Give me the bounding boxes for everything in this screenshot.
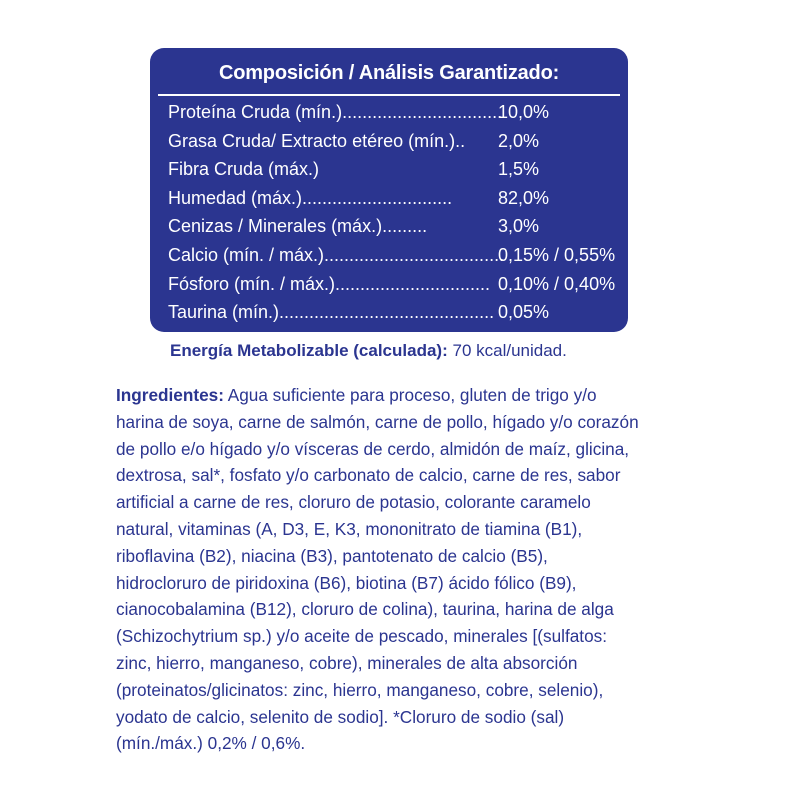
row-label: Fósforo (mín. / máx.) bbox=[168, 273, 336, 294]
row-value: 1,5% bbox=[498, 159, 540, 180]
row-dots: ................................ bbox=[342, 102, 503, 122]
row-value: 3,0% bbox=[498, 216, 540, 237]
row-label: Fibra Cruda (máx.) bbox=[168, 159, 320, 180]
row-value: 2,0% bbox=[498, 130, 540, 151]
analysis-row bbox=[168, 274, 620, 303]
row-label: Taurina (mín.) bbox=[168, 302, 280, 323]
analysis-row bbox=[168, 188, 620, 217]
analysis-row bbox=[168, 216, 620, 245]
row-label: Cenizas / Minerales (máx.) bbox=[168, 216, 383, 237]
ingredients-line: hidrocloruro de piridoxina (B6), biotina (B7) ácido fólico (B9), bbox=[116, 572, 577, 593]
analysis-rows bbox=[168, 102, 620, 331]
ingredients-line: riboflavina (B2), niacina (B3), pantotenato de calcio (B5), bbox=[116, 545, 548, 566]
ingredients-line: natural, vitaminas (A, D3, E, K3, mononitrato de tiamina (B1), bbox=[116, 518, 583, 539]
ingredients-line bbox=[116, 382, 696, 409]
row-value: 0,10% / 0,40% bbox=[498, 273, 616, 294]
analysis-row bbox=[168, 102, 620, 131]
analysis-panel bbox=[150, 48, 628, 332]
ingredients-line: zinc, hierro, manganeso, cobre), minerales de alta absorción bbox=[116, 652, 578, 673]
ingredients-line: (mín./máx.) 0,2% / 0,6%. bbox=[116, 733, 306, 754]
ingredients-line: (Schizochytrium sp.) y/o aceite de pescado, minerales [(sulfatos: bbox=[116, 626, 608, 647]
row-dots: .............................. bbox=[302, 187, 453, 208]
ingredients-text: Agua suficiente para proceso, gluten de trigo y/o bbox=[227, 385, 597, 405]
row-value: 82,0% bbox=[498, 187, 550, 208]
row-dots: ........................................... bbox=[279, 302, 495, 323]
analysis-row bbox=[168, 131, 620, 160]
row-label: Proteína Cruda (mín.) bbox=[168, 102, 343, 122]
ingredients-line: harina de soya, carne de salmón, carne de pollo, hígado y/o corazón bbox=[116, 411, 639, 432]
row-value: 0,05% bbox=[498, 302, 550, 323]
row-dots: .................................... bbox=[324, 244, 505, 265]
ingredients-line: cianocobalamina (B12), cloruro de colina), taurina, harina de alga bbox=[116, 599, 614, 620]
energy-value: 70 kcal/unidad. bbox=[452, 341, 567, 360]
ingredients-line: de pollo e/o hígado y/o vísceras de cerdo, almidón de maíz, glicina, bbox=[116, 438, 630, 459]
ingredients-line: dextrosa, sal*, fosfato y/o carbonato de calcio, carne de res, sabor bbox=[116, 465, 621, 486]
row-label: Humedad (máx.) bbox=[168, 187, 303, 208]
analysis-row bbox=[168, 159, 620, 188]
energy-label: Energía Metabolizable (calculada): bbox=[170, 341, 448, 360]
row-value: 0,15% / 0,55% bbox=[498, 244, 616, 265]
panel-divider bbox=[158, 94, 620, 96]
row-label: Grasa Cruda/ Extracto etéreo (mín.) bbox=[168, 130, 456, 151]
ingredients-line: yodato de calcio, selenito de sodio]. *Cloruro de sodio (sal) bbox=[116, 706, 565, 727]
row-label: Calcio (mín. / máx.) bbox=[168, 244, 325, 265]
ingredients-block bbox=[116, 382, 696, 757]
row-dots: ............................... bbox=[335, 273, 491, 294]
ingredients-line: artificial a carne de res, cloruro de potasio, colorante caramelo bbox=[116, 492, 591, 513]
analysis-row bbox=[168, 302, 620, 331]
ingredients-line: (proteinatos/glicinatos: zinc, hierro, manganeso, cobre, selenio), bbox=[116, 679, 604, 700]
row-dots: .. bbox=[455, 130, 466, 151]
analysis-row bbox=[168, 245, 620, 274]
row-dots: ......... bbox=[382, 216, 428, 237]
energy-statement bbox=[170, 341, 567, 361]
panel-title: Composición / Análisis Garantizado: bbox=[218, 62, 560, 84]
ingredients-label: Ingredientes: bbox=[116, 385, 224, 405]
row-value: 10,0% bbox=[498, 102, 550, 122]
